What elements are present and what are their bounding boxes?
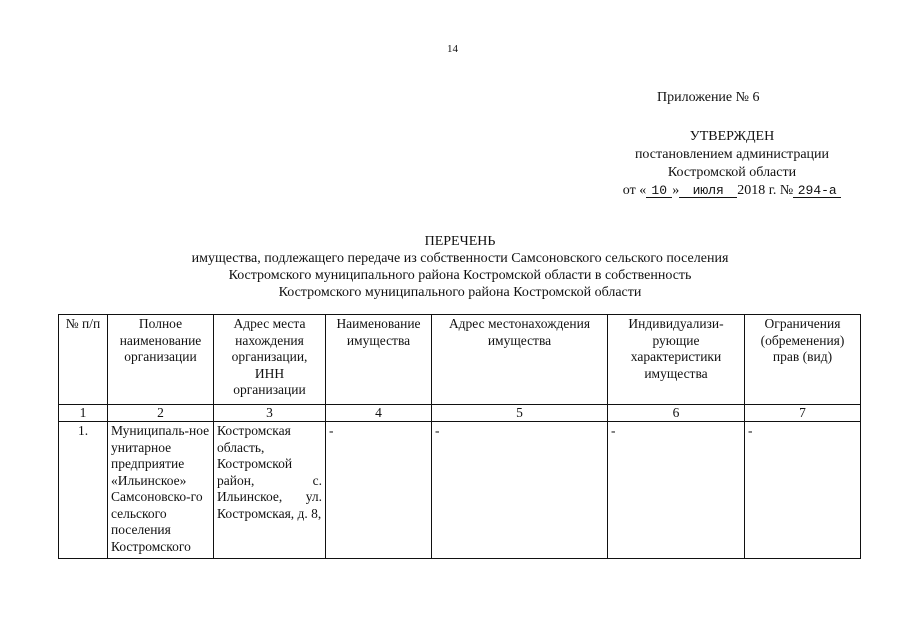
row-number: 1.	[59, 422, 108, 559]
org-name-cell: Муниципаль-ное унитарное предприятие «Ильинское» Самсоновско-го сельского поселения Костромского	[108, 422, 214, 559]
page-number: 14	[447, 43, 458, 55]
header-cell: Наименование имущества	[326, 315, 432, 405]
header-cell: Адрес места нахождения организации, ИНН организации	[214, 315, 326, 405]
column-number: 4	[326, 405, 432, 422]
column-number: 3	[214, 405, 326, 422]
characteristics-cell: -	[608, 422, 745, 559]
date-mid: »	[672, 183, 680, 198]
header-cell: Индивидуализи-рующие характеристики имущества	[608, 315, 745, 405]
approval-title: УТВЕРЖДЕН	[689, 129, 775, 144]
table-row	[59, 422, 861, 559]
header-cell: № п/п	[59, 315, 108, 405]
approval-line-1: постановлением администрации	[634, 147, 830, 162]
property-table	[58, 314, 861, 559]
property-address-cell: -	[432, 422, 608, 559]
appendix-label: Приложение № 6	[657, 90, 760, 105]
column-number: 6	[608, 405, 745, 422]
heading-title: ПЕРЕЧЕНЬ	[424, 234, 496, 249]
heading-line-2: Костромского муниципального района Костромской области в собственность	[228, 268, 692, 283]
date-month: июля	[679, 184, 737, 198]
restrictions-cell: -	[745, 422, 861, 559]
date-prefix: от «	[622, 183, 647, 198]
approval-date-line	[600, 182, 864, 200]
column-number: 2	[108, 405, 214, 422]
table-header-row	[59, 315, 861, 405]
heading-line-3: Костромского муниципального района Костромской области	[278, 285, 642, 300]
date-day: 10	[646, 184, 672, 198]
approval-block	[600, 128, 864, 200]
column-number: 1	[59, 405, 108, 422]
date-year: 2018 г. №	[737, 183, 794, 198]
header-cell: Полное наименование организации	[108, 315, 214, 405]
header-cell: Ограничения (обременения) прав (вид)	[745, 315, 861, 405]
heading-line-1: имущества, подлежащего передаче из собственности Самсоновского сельского поселения	[191, 251, 729, 266]
header-cell: Адрес местонахождения имущества	[432, 315, 608, 405]
column-number-row	[59, 405, 861, 422]
column-number: 7	[745, 405, 861, 422]
document-heading	[140, 233, 780, 301]
column-number: 5	[432, 405, 608, 422]
property-name-cell: -	[326, 422, 432, 559]
org-address-cell: Костромская область, Костромской район, с. Ильинское, ул. Костромская, д. 8,	[214, 422, 326, 559]
approval-line-2: Костромской области	[667, 165, 797, 180]
order-number: 294-а	[793, 184, 841, 198]
